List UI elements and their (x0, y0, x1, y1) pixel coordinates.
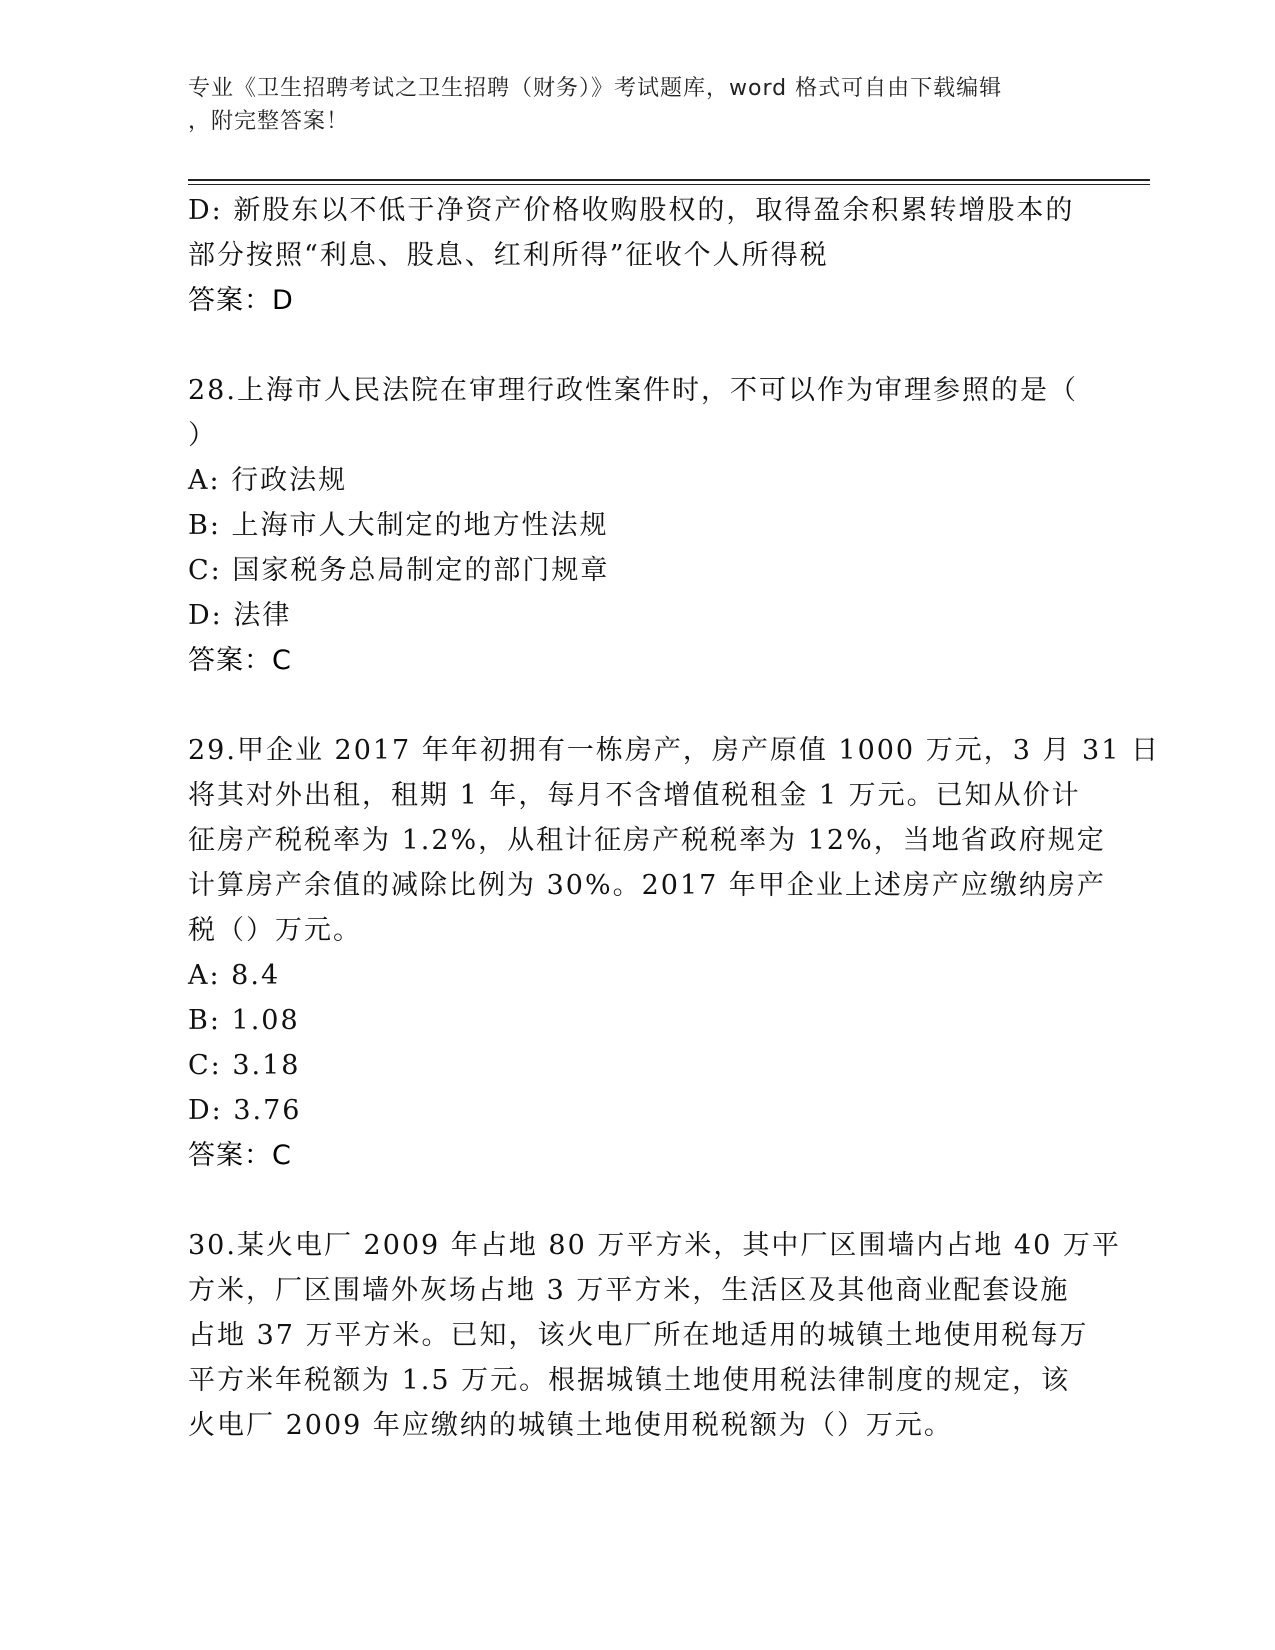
option-c: C: 3.18 (188, 1050, 301, 1081)
question-stem-continued: ） (188, 420, 217, 451)
document-body (188, 188, 1160, 1448)
question-stem-continued: 平方米年税额为 1.5 万元。根据城镇土地使用税法律制度的规定，该 (188, 1365, 1071, 1396)
question-stem-continued: 税（）万元。 (188, 915, 362, 946)
option-d: D: 法律 (188, 600, 292, 631)
question-stem: 30.某火电厂 2009 年占地 80 万平方米，其中厂区围墙内占地 40 万平 (188, 1230, 1121, 1261)
option-d: D: 3.76 (188, 1095, 302, 1126)
header-divider-thick (188, 179, 1150, 181)
option-b: B: 1.08 (188, 1005, 300, 1036)
question-stem-continued: 将其对外出租，租期 1 年，每月不含增值税租金 1 万元。已知从价计 (188, 780, 1081, 811)
answer: 答案：C (188, 1140, 292, 1171)
option-c: C: 国家税务总局制定的部门规章 (188, 555, 610, 586)
question-stem-continued: 占地 37 万平方米。已知，该火电厂所在地适用的城镇土地使用税每万 (188, 1320, 1089, 1351)
answer: 答案：C (188, 645, 292, 676)
question-28 (188, 368, 1088, 683)
question-29 (188, 728, 1160, 1178)
answer: 答案：D (188, 285, 294, 316)
header-line-2: ，附完整答案！ (188, 109, 350, 134)
question-stem-continued: 方米，厂区围墙外灰场占地 3 万平方米，生活区及其他商业配套设施 (188, 1275, 1070, 1306)
option-a: A: 8.4 (188, 960, 281, 991)
header-divider-thin (188, 184, 1150, 185)
question-stem-continued: 计算房产余值的减除比例为 30%。2017 年甲企业上述房产应缴纳房产 (188, 870, 1106, 901)
question-30 (188, 1223, 1121, 1448)
question-stem: 28.上海市人民法院在审理行政性案件时，不可以作为审理参照的是（ (188, 375, 1078, 406)
option-d-continued: 部分按照“利息、股息、红利所得”征收个人所得税 (188, 240, 829, 271)
option-a: A: 行政法规 (188, 465, 348, 496)
document-header (188, 72, 1088, 138)
question-stem-continued: 火电厂 2009 年应缴纳的城镇土地使用税税额为（）万元。 (188, 1410, 953, 1441)
option-d: D: 新股东以不低于净资产价格收购股权的，取得盈余积累转增股本的 (188, 195, 1075, 226)
previous-question-tail (188, 188, 1088, 323)
question-stem-continued: 征房产税税率为 1.2%，从租计征房产税税率为 12%，当地省政府规定 (188, 825, 1106, 856)
option-b: B: 上海市人大制定的地方性法规 (188, 510, 609, 541)
header-line-1: 专业《卫生招聘考试之卫生招聘（财务）》考试题库，word 格式可自由下载编辑 (188, 76, 1003, 101)
question-stem: 29.甲企业 2017 年年初拥有一栋房产，房产原值 1000 万元，3 月 31 日 (188, 735, 1160, 766)
